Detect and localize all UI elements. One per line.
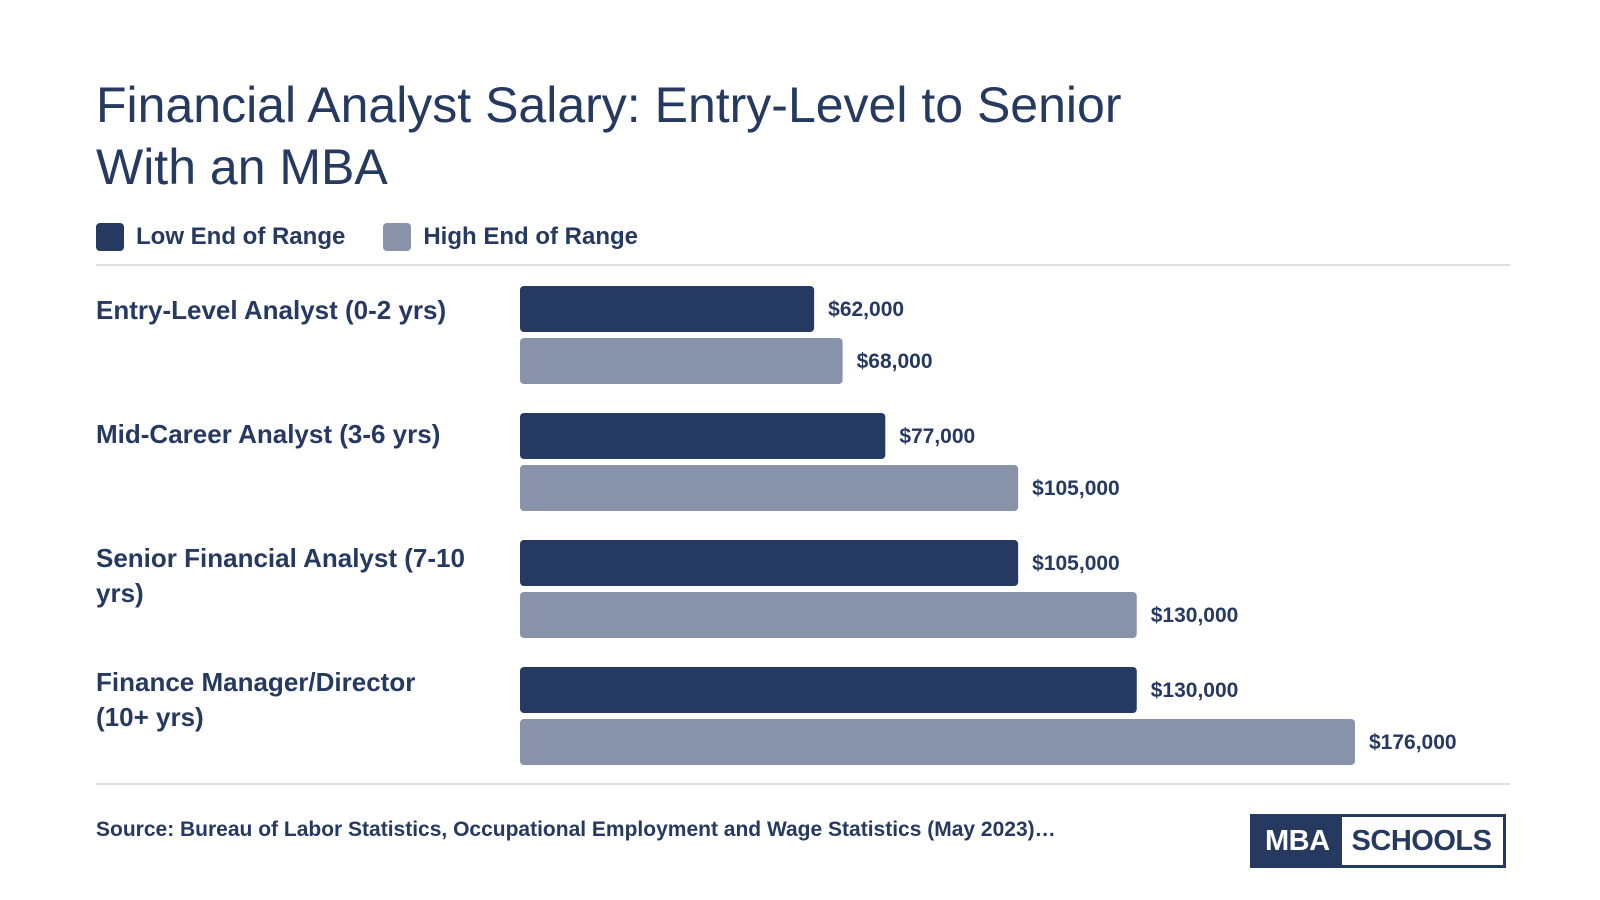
value-label-mid-career-high: $105,000	[1032, 477, 1120, 500]
value-label-entry-level-low: $62,000	[828, 298, 905, 321]
bar-manager-director-high	[520, 719, 1355, 765]
value-label-senior-low: $105,000	[1032, 552, 1120, 575]
bar-manager-director-low	[520, 667, 1137, 713]
category-label-entry-level: Entry-Level Analyst (0-2 yrs)	[96, 295, 447, 325]
legend-label-high: High End of Range	[423, 223, 638, 250]
mba-schools-logo	[1250, 814, 1506, 868]
value-label-entry-level-high: $68,000	[856, 350, 933, 373]
chart-title: Financial Analyst Salary: Entry-Level to Senior With an MBA	[96, 77, 1122, 195]
value-label-manager-director-high: $176,000	[1369, 731, 1457, 754]
logo-mba-text: MBA	[1253, 817, 1342, 865]
bar-entry-level-low	[520, 286, 814, 332]
bar-senior-low	[520, 540, 1018, 586]
bar-mid-career-low	[520, 413, 885, 459]
bar-entry-level-high	[520, 338, 843, 384]
bottom-divider	[96, 783, 1510, 785]
bar-senior-high	[520, 592, 1137, 638]
logo-schools-text: SCHOOLS	[1351, 824, 1492, 857]
source-note: Source: Bureau of Labor Statistics, Occupational Employment and Wage Statistics (May 2023)…	[96, 818, 1056, 841]
bar-mid-career-high	[520, 465, 1018, 511]
category-label-senior: Senior Financial Analyst (7-10 yrs)	[96, 543, 465, 608]
value-label-mid-career-low: $77,000	[899, 425, 976, 448]
value-label-senior-high: $130,000	[1150, 604, 1239, 627]
category-label-mid-career: Mid-Career Analyst (3-6 yrs)	[96, 419, 441, 449]
legend-label-low: Low End of Range	[136, 223, 346, 250]
value-label-manager-director-low: $130,000	[1150, 679, 1239, 702]
category-label-manager-director: Finance Manager/Director (10+ yrs)	[96, 667, 416, 732]
